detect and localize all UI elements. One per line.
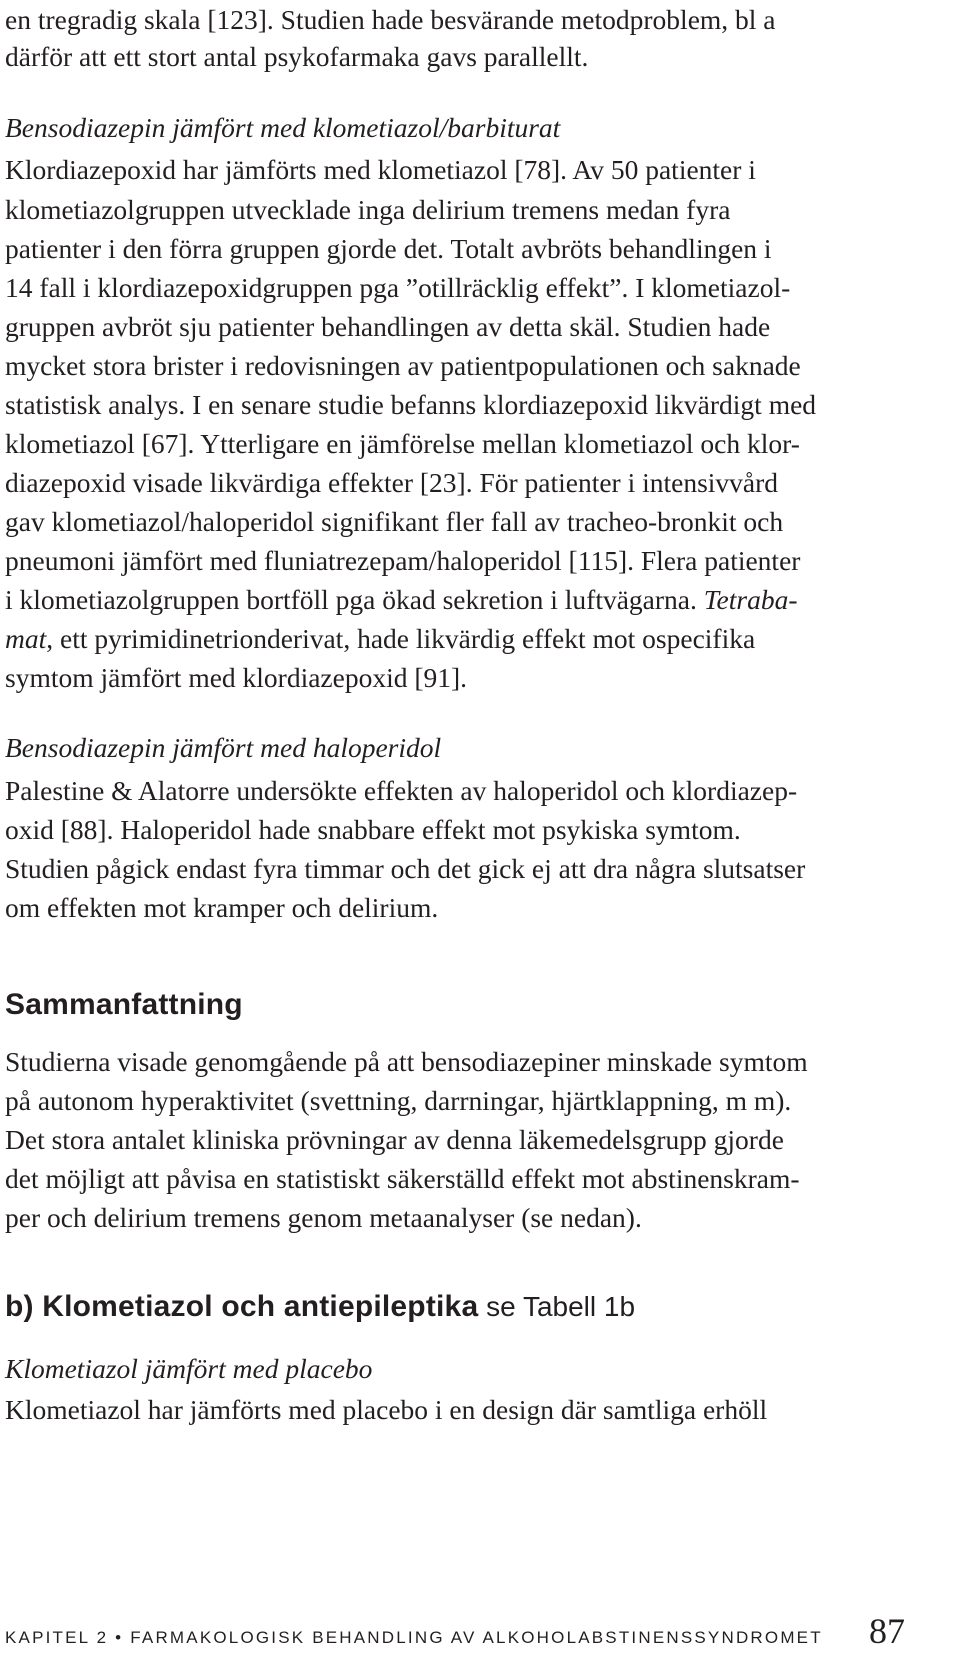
italic-term: mat xyxy=(5,623,47,654)
text-line: statistisk analys. I en senare studie befanns klordiazepoxid likvärdigt med xyxy=(5,389,817,420)
text-line: Studien pågick endast fyra timmar och det gick ej att dra några slutsatser xyxy=(5,853,806,884)
text-line: klometiazol [67]. Ytterligare en jämförelse mellan klometiazol och klor- xyxy=(5,428,800,459)
heading-text: b) Klometiazol och antiepileptika xyxy=(5,1290,479,1323)
subsection-heading: Bensodiazepin jämfört med haloperidol xyxy=(5,732,442,763)
subsection-heading: Bensodiazepin jämfört med klometiazol/barbiturat xyxy=(5,112,561,143)
text-line: Klordiazepoxid har jämförts med klometiazol [78]. Av 50 patienter i xyxy=(5,154,756,185)
text-line: en tregradig skala [123]. Studien hade besvärande metodproblem, bl a xyxy=(5,4,776,35)
page-number: 87 xyxy=(869,1611,905,1651)
italic-term: Tetraba- xyxy=(703,584,798,615)
text-line: symtom jämfört med klordiazepoxid [91]. xyxy=(5,662,468,693)
table-reference: se Tabell 1b xyxy=(478,1291,636,1322)
text-line: pneumoni jämfört med fluniatrezepam/haloperidol [115]. Flera patienter xyxy=(5,545,801,576)
text-line: därför att ett stort antal psykofarmaka gavs parallellt. xyxy=(5,41,589,72)
text-line: gruppen avbröt sju patienter behandlingen av detta skäl. Studien hade xyxy=(5,311,771,342)
text-line: per och delirium tremens genom metaanalyser (se nedan). xyxy=(5,1202,642,1233)
text-line: mycket stora brister i redovisningen av patientpopulationen och saknade xyxy=(5,350,801,381)
text-line: Studierna visade genomgående på att bensodiazepiner minskade symtom xyxy=(5,1046,808,1077)
text-line xyxy=(5,580,798,620)
text-line: Palestine & Alatorre undersökte effekten av haloperidol och klordiazep- xyxy=(5,775,798,806)
page-footer xyxy=(5,1612,905,1662)
text-line: diazepoxid visade likvärdiga effekter [23]. För patienter i intensivvård xyxy=(5,467,779,498)
text-line: oxid [88]. Haloperidol hade snabbare effekt mot psykiska symtom. xyxy=(5,814,741,845)
text-line: det möjligt att påvisa en statistiskt säkerställd effekt mot abstinenskram- xyxy=(5,1163,800,1194)
text-line xyxy=(5,619,755,659)
text-line: på autonom hyperaktivitet (svettning, darrningar, hjärtklappning, m m). xyxy=(5,1085,792,1116)
text-line: patienter i den förra gruppen gjorde det. Totalt avbröts behandlingen i xyxy=(5,233,772,264)
text-line: om effekten mot kramper och delirium. xyxy=(5,892,439,923)
text-line: Det stora antalet kliniska prövningar av denna läkemedelsgrupp gjorde xyxy=(5,1124,784,1155)
text-line: klometiazolgruppen utvecklade inga delirium tremens medan fyra xyxy=(5,194,731,225)
text-line: Klometiazol har jämförts med placebo i en design där samtliga erhöll xyxy=(5,1394,768,1425)
text-span: , ett pyrimidinetrionderivat, hade likvärdig effekt mot ospecifika xyxy=(46,623,756,654)
section-heading: Sammanfattning xyxy=(5,988,243,1021)
text-line: gav klometiazol/haloperidol signifikant fler fall av tracheo-bronkit och xyxy=(5,506,784,537)
section-heading xyxy=(5,1287,635,1327)
subsection-heading: Klometiazol jämfört med placebo xyxy=(5,1353,373,1384)
running-head: KAPITEL 2 • FARMAKOLOGISK BEHANDLING AV ALKOHOLABSTINENSSYNDROMET xyxy=(5,1628,823,1647)
text-span: i klometiazolgruppen bortföll pga ökad sekretion i luftvägarna. xyxy=(5,584,704,615)
text-line: 14 fall i klordiazepoxidgruppen pga ”otillräcklig effekt”. I klometiazol- xyxy=(5,272,791,303)
